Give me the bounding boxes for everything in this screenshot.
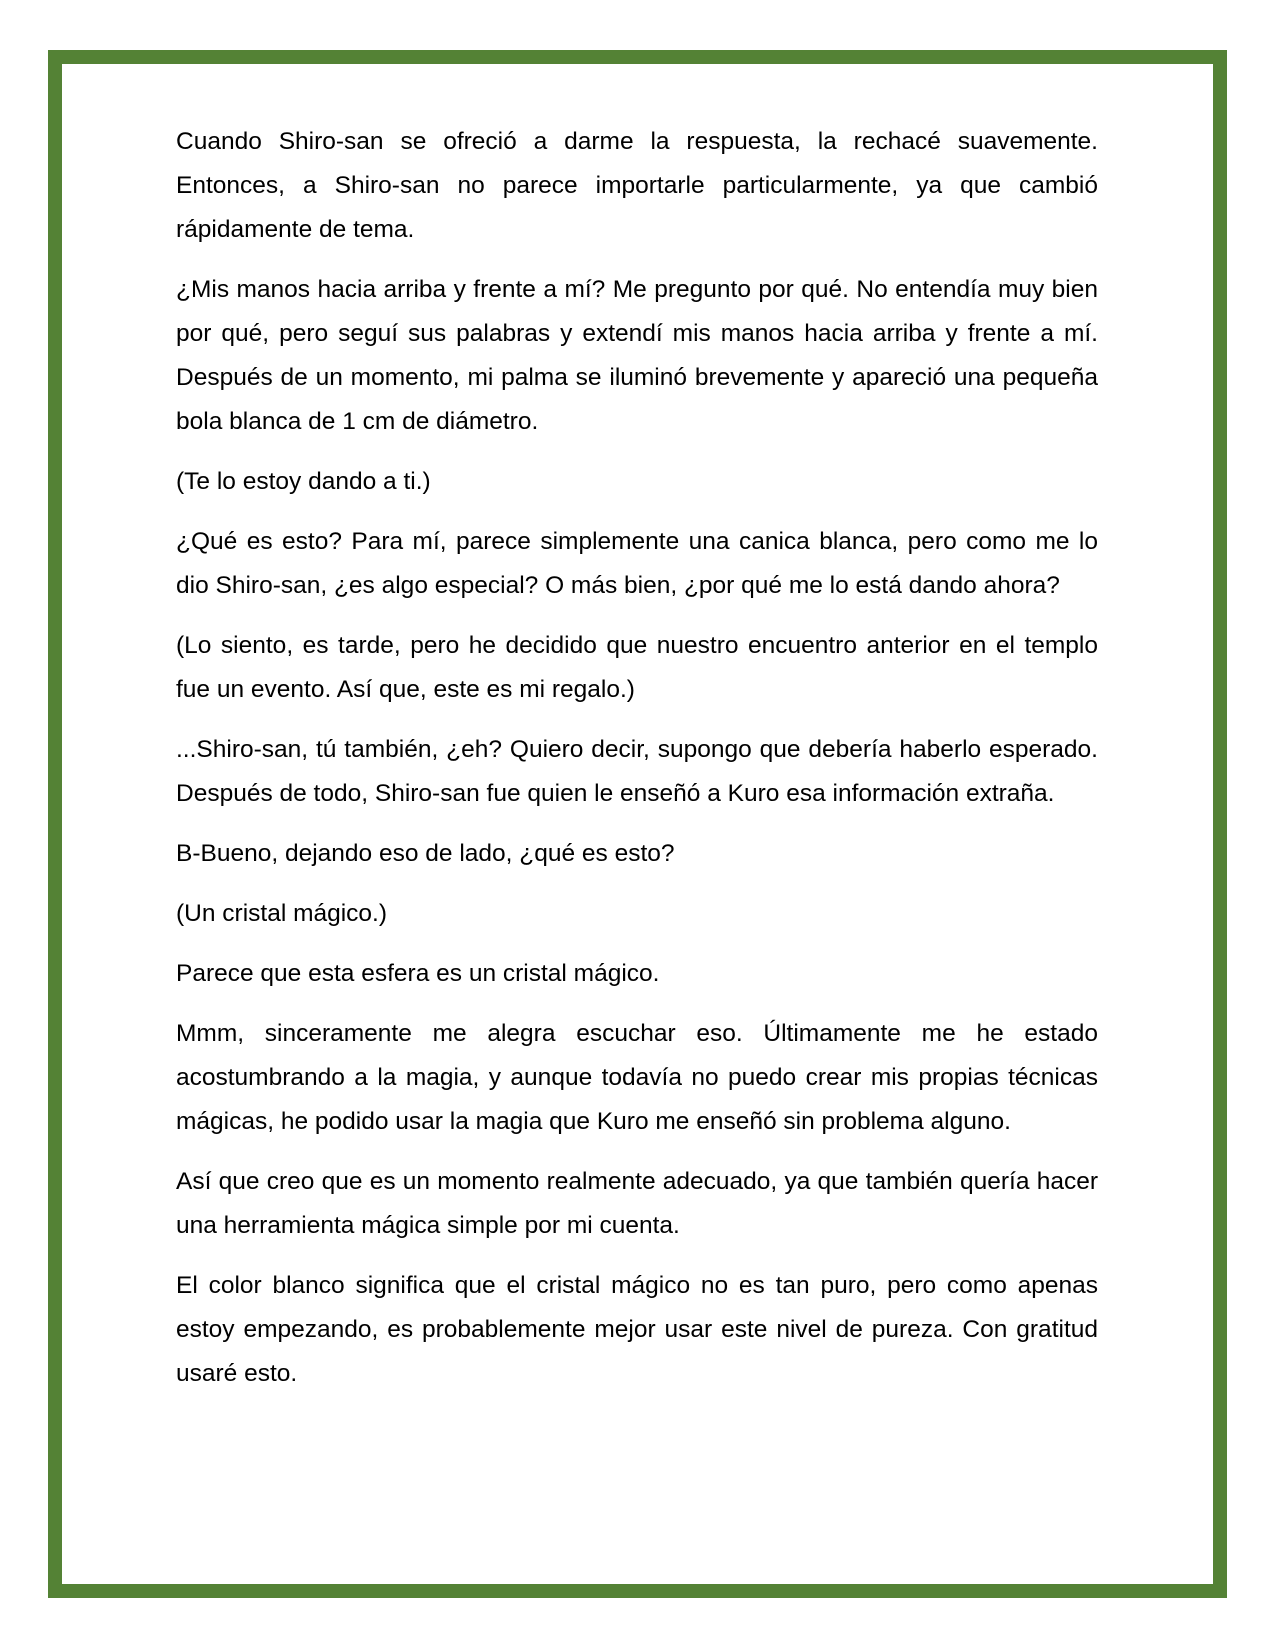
paragraph-8: (Un cristal mágico.) bbox=[176, 900, 388, 927]
paragraph-3: (Te lo estoy dando a ti.) bbox=[176, 468, 431, 495]
paragraph-11: Así que creo que es un momento realmente adecuado, ya que también quería hacer una herramienta mágica simple por mi cuenta. bbox=[176, 1168, 1098, 1239]
paragraph-6: ...Shiro-san, tú también, ¿eh? Quiero decir, supongo que debería haberlo esperado. Después de todo, Shiro-san fue quien le enseñó a Kuro esa información extraña. bbox=[176, 736, 1098, 807]
paragraph-2: ¿Mis manos hacia arriba y frente a mí? Me pregunto por qué. No entendía muy bien por qué, pero seguí sus palabras y extendí mis manos hacia arriba y frente a mí. Después de un momento, mi palma se iluminó brevemente y apareció una pequeña bola blanca de 1 cm de diámetro. bbox=[176, 276, 1098, 435]
paragraph-12: El color blanco significa que el cristal mágico no es tan puro, pero como apenas estoy empezando, es probablemente mejor usar este nivel de pureza. Con gratitud usaré esto. bbox=[176, 1272, 1098, 1387]
paragraph-10: Mmm, sinceramente me alegra escuchar eso. Últimamente me he estado acostumbrando a la magia, y aunque todavía no puedo crear mis propias técnicas mágicas, he podido usar la magia que Kuro me enseñó sin problema alguno. bbox=[176, 1020, 1098, 1135]
paragraph-4: ¿Qué es esto? Para mí, parece simplemente una canica blanca, pero como me lo dio Shiro-san, ¿es algo especial? O más bien, ¿por qué me lo está dando ahora? bbox=[176, 528, 1098, 599]
paragraph-7: B-Bueno, dejando eso de lado, ¿qué es esto? bbox=[176, 840, 675, 867]
paragraph-1: Cuando Shiro-san se ofreció a darme la respuesta, la rechacé suavemente. Entonces, a Shiro-san no parece importarle particularmente, ya que cambió rápidamente de tema. bbox=[176, 128, 1098, 243]
document-body bbox=[176, 120, 1098, 1412]
paragraph-5: (Lo siento, es tarde, pero he decidido que nuestro encuentro anterior en el templo fue un evento. Así que, este es mi regalo.) bbox=[176, 632, 1098, 703]
paragraph-9: Parece que esta esfera es un cristal mágico. bbox=[176, 960, 660, 987]
